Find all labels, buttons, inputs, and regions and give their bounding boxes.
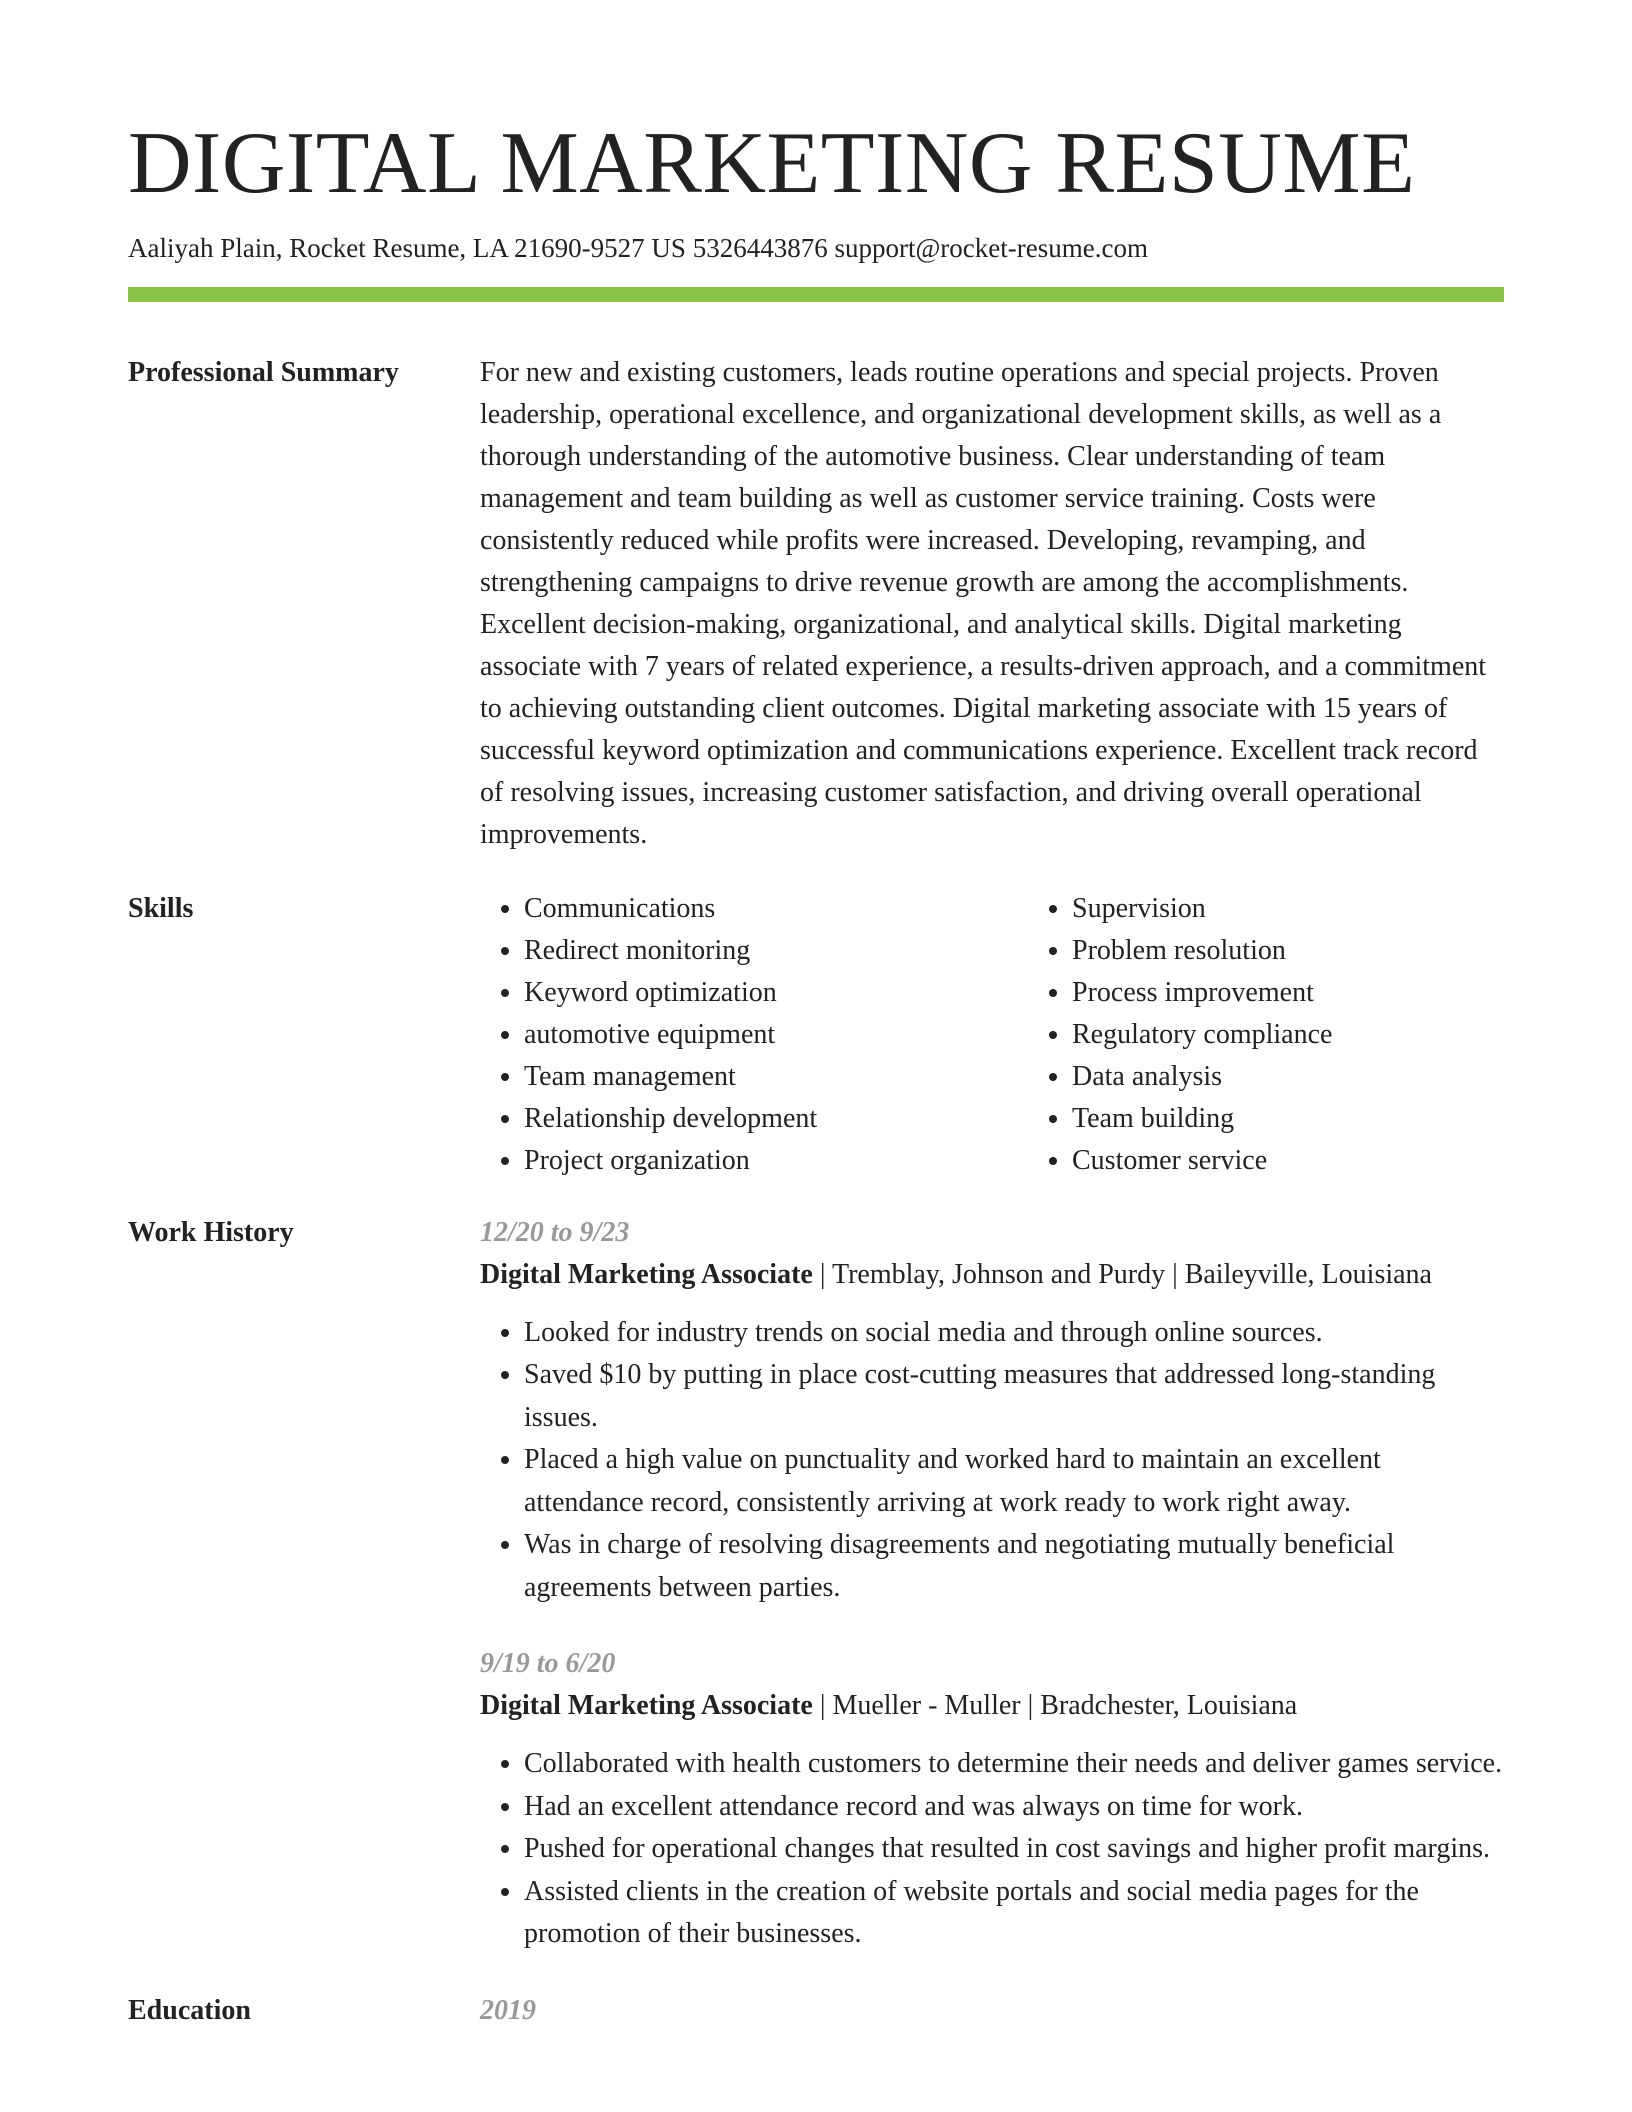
job-entry [480,1212,1504,1610]
summary-section [128,352,1504,856]
skills-section [128,888,1504,1182]
skill-item: • Team management [524,1056,1028,1098]
skills-label: Skills [128,892,194,924]
skill-item: • Process improvement [1072,972,1576,1014]
job-bullets [480,1312,1504,1610]
skill-item: • Project organization [524,1140,1028,1182]
work-history-body [480,1212,1504,1956]
job-header [480,1254,1504,1296]
work-history-label: Work History [128,1216,294,1248]
job-details: | Tremblay, Johnson and Purdy | Baileyville, Louisiana [812,1258,1432,1290]
skill-item: • Communications [524,888,1028,930]
skill-item: • Supervision [1072,888,1576,930]
skill-item: • Redirect monitoring [524,930,1028,972]
job-header [480,1685,1504,1727]
education-date: 2019 [480,1994,536,2026]
education-label: Education [128,1994,251,2026]
job-bullets [480,1743,1504,1956]
skill-item: • Data analysis [1072,1056,1576,1098]
summary-label: Professional Summary [128,356,399,388]
job-title: Digital Marketing Associate [480,1258,813,1290]
job-dates: 12/20 to 9/23 [480,1216,630,1248]
job-bullet: • Placed a high value on punctuality and worked hard to maintain an excellent attendance record, consistently arriving at work ready to work right away. [524,1439,1504,1524]
skills-right-column [1028,888,1576,1182]
skill-item: • automotive equipment [524,1014,1028,1056]
accent-divider [128,287,1504,302]
job-bullet: • Was in charge of resolving disagreements and negotiating mutually beneficial agreements between parties. [524,1524,1504,1609]
job-bullet: • Had an excellent attendance record and was always on time for work. [524,1786,1504,1829]
skill-item: • Problem resolution [1072,930,1576,972]
skill-item: • Keyword optimization [524,972,1028,1014]
job-bullet: • Assisted clients in the creation of website portals and social media pages for the promotion of their businesses. [524,1871,1504,1956]
skill-item: • Customer service [1072,1140,1576,1182]
education-body [480,1990,1504,2032]
education-section [128,1990,1504,2032]
skills-grid [480,888,1576,1182]
job-entry [480,1643,1504,1956]
work-history-section [128,1212,1504,1956]
job-bullet: • Saved $10 by putting in place cost-cutting measures that addressed long-standing issues. [524,1354,1504,1439]
skill-item: • Team building [1072,1098,1576,1140]
job-bullet: • Looked for industry trends on social media and through online sources. [524,1312,1504,1355]
summary-text: For new and existing customers, leads routine operations and special projects. Proven leadership, operational excellence, and organizational development skills, as well as a thorough understanding of the automotive business. Clear understanding of team management and team building as well as customer service training. Costs were consistently reduced while profits were increased. Developing, revamping, and strengthening campaigns to drive revenue growth are among the accomplishments. Excellent decision-making, organizational, and analytical skills. Digital marketing associate with 7 years of related experience, a results-driven approach, and a commitment to achieving outstanding client outcomes. Digital marketing associate with 15 years of successful keyword optimization and communications experience. Excellent track record of resolving issues, increasing customer satisfaction, and driving overall operational improvements. [480,356,1487,850]
skills-left-column [480,888,1028,1182]
job-title: Digital Marketing Associate [480,1690,813,1722]
job-details: | Mueller - Muller | Bradchester, Louisiana [812,1690,1298,1722]
skill-item: • Relationship development [524,1098,1028,1140]
skill-item: • Regulatory compliance [1072,1014,1576,1056]
job-dates: 9/19 to 6/20 [480,1648,616,1680]
job-bullet: • Pushed for operational changes that resulted in cost savings and higher profit margins. [524,1828,1504,1871]
resume-title: DIGITAL MARKETING RESUME [128,115,1416,212]
contact-line: Aaliyah Plain, Rocket Resume, LA 21690-9527 US 5326443876 support@rocket-resume.com [128,233,1148,264]
job-bullet: • Collaborated with health customers to determine their needs and deliver games service. [524,1743,1504,1786]
